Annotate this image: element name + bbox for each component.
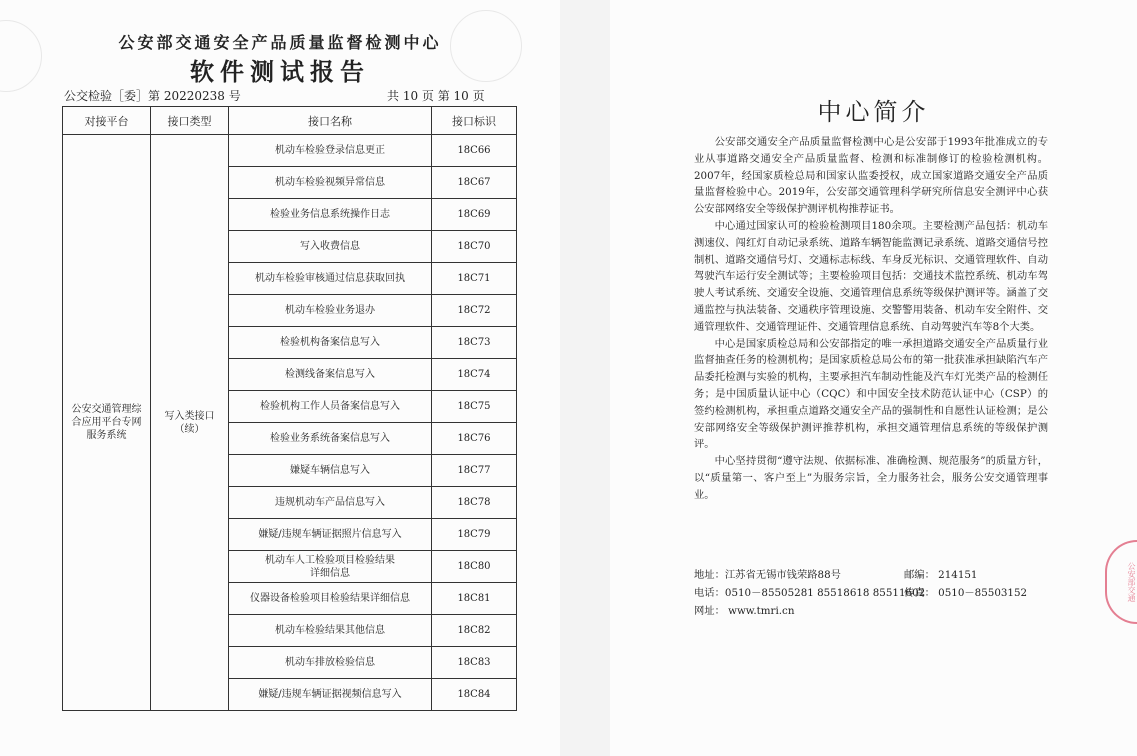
interface-name-cell <box>229 231 432 263</box>
table-header-row <box>63 107 517 135</box>
interface-type-cell <box>151 135 229 711</box>
doc-number: 公交检验［委］第 20220238 号 <box>64 89 241 103</box>
interface-name: 机动车检验结果其他信息 <box>275 625 385 636</box>
intro-paragraph: 公安部交通安全产品质量监督检测中心是公安部于1993年批准成立的专业从事道路交通安全产品质量监督、检测和标准制修订的检验检测机构。2007年，经国家质检总局和国家认监委授权，成立国家道路交通安全产品质量监督检验中心。2019年，公安部交通管理科学研究所信息安全测评中心获公安部网络安全等级保护测评机构推荐证书。 <box>694 136 1048 216</box>
interface-name: 机动车人工检验项目检验结果 <box>265 554 395 566</box>
header-name: 接口名称 <box>229 107 432 135</box>
interface-name-cell <box>229 679 432 711</box>
interface-id-cell: 18C70 <box>432 231 517 263</box>
interface-name-cell <box>229 455 432 487</box>
interface-id-cell: 18C76 <box>432 423 517 455</box>
platform-label: 公安交通管理综 <box>71 404 142 415</box>
header-platform: 对接平台 <box>63 107 151 135</box>
interface-name-cell <box>229 391 432 423</box>
fax: 传真： 0510－85503152 <box>904 587 1028 599</box>
report-title: 软件测试报告 <box>190 57 370 86</box>
interface-name: 嫌疑车辆信息写入 <box>290 465 370 476</box>
interface-name: 仪器设备检验项目检验结果详细信息 <box>250 593 410 604</box>
interface-name: 检测线备案信息写入 <box>285 369 375 380</box>
postcode: 邮编： 214151 <box>904 569 978 581</box>
platform-cell <box>63 135 151 711</box>
interface-name-cell <box>229 423 432 455</box>
interface-type-label: 写入类接口 <box>164 410 215 422</box>
page-gutter <box>560 0 610 756</box>
interface-name: 详细信息 <box>310 567 350 579</box>
org-title: 公安部交通安全产品质量监督检测中心 <box>118 33 442 52</box>
interface-name-cell <box>229 167 432 199</box>
intro-paragraph: 中心通过国家认可的检验检测项目180余项。主要检测产品包括：机动车测速仪、闯红灯自动记录系统、道路车辆智能监测记录系统、道路交通信号控制机、道路交通信号灯、交通标志标线、车身反光标识、交通管理软件、自动驾驶汽车运行安全测试等；主要检验项目包括：交通技术监控系统、机动车驾驶人考试系统、交通安全设施、交通管理信息系统等级保护测评等。涵盖了交通监控与执法装备、交通秩序管理设施、交警警用装备、机动车安全附件、交通管理软件、交通管理证件、交通管理信息系统、自动驾驶汽车等8个大类。 <box>694 219 1048 333</box>
interface-id-cell: 18C84 <box>432 679 517 711</box>
interface-id-cell: 18C72 <box>432 295 517 327</box>
address: 地址：江苏省无锡市钱荣路88号 <box>694 569 841 581</box>
center-intro-text <box>694 134 1048 504</box>
interface-name: 机动车检验审核通过信息获取回执 <box>255 273 405 284</box>
center-title: 中心简介 <box>817 98 930 126</box>
report-page <box>0 0 560 756</box>
interface-name-cell <box>229 583 432 615</box>
interface-name: 检验业务信息系统操作日志 <box>270 209 390 220</box>
interface-name-cell <box>229 551 432 583</box>
intro-paragraph: 中心坚持贯彻“遵守法规、依据标准、准确检测、规范服务”的质量方针，以“质量第一、客户至上”为服务宗旨，全力服务社会，服务公安交通管理事业。 <box>694 455 1048 501</box>
interface-name: 检验业务系统备案信息写入 <box>270 433 390 444</box>
interface-id-cell: 18C83 <box>432 647 517 679</box>
interface-name-cell <box>229 647 432 679</box>
official-seal: 公安部交通 <box>1105 540 1137 624</box>
interface-id-cell: 18C69 <box>432 199 517 231</box>
interface-name-cell <box>229 295 432 327</box>
interface-id-cell: 18C78 <box>432 487 517 519</box>
interface-name: 写入收费信息 <box>300 241 360 252</box>
interface-name: 机动车检验业务退办 <box>285 305 375 316</box>
header-id: 接口标识 <box>432 107 517 135</box>
interface-name-cell <box>229 359 432 391</box>
interface-table <box>62 106 517 711</box>
interface-id-cell: 18C71 <box>432 263 517 295</box>
interface-name: 机动车排放检验信息 <box>285 657 375 668</box>
interface-name: 嫌疑/违规车辆证据照片信息写入 <box>258 529 402 540</box>
interface-id-cell: 18C77 <box>432 455 517 487</box>
interface-name: 检验机构备案信息写入 <box>280 337 380 348</box>
phone: 电话：0510－85505281 85518618 85511602 <box>694 587 926 599</box>
interface-id-cell: 18C73 <box>432 327 517 359</box>
interface-id-cell: 18C81 <box>432 583 517 615</box>
interface-name: 违规机动车产品信息写入 <box>275 497 385 508</box>
interface-id-cell: 18C79 <box>432 519 517 551</box>
platform-label: 服务系统 <box>86 430 127 441</box>
interface-name-cell <box>229 327 432 359</box>
center-intro-page <box>610 0 1137 756</box>
interface-type-label: （续） <box>174 423 205 435</box>
interface-id-cell: 18C66 <box>432 135 517 167</box>
interface-id-cell: 18C82 <box>432 615 517 647</box>
interface-id-cell: 18C75 <box>432 391 517 423</box>
table-row <box>63 135 517 167</box>
website: 网址： www.tmri.cn <box>694 605 795 617</box>
interface-id-cell: 18C80 <box>432 551 517 583</box>
interface-name: 机动车检验视频异常信息 <box>275 177 385 188</box>
interface-id-cell: 18C74 <box>432 359 517 391</box>
platform-label: 合应用平台专网 <box>71 417 142 428</box>
interface-name: 检验机构工作人员备案信息写入 <box>260 401 400 412</box>
interface-name-cell <box>229 199 432 231</box>
interface-name-cell <box>229 519 432 551</box>
interface-name-cell <box>229 487 432 519</box>
interface-name: 嫌疑/违规车辆证据视频信息写入 <box>258 689 402 700</box>
interface-name-cell <box>229 615 432 647</box>
page-info: 共 10 页 第 10 页 <box>387 89 485 103</box>
interface-id-cell: 18C67 <box>432 167 517 199</box>
interface-name: 机动车检验登录信息更正 <box>275 145 385 156</box>
interface-name-cell <box>229 135 432 167</box>
header-type: 接口类型 <box>151 107 229 135</box>
interface-name-cell <box>229 263 432 295</box>
intro-paragraph: 中心是国家质检总局和公安部指定的唯一承担道路交通安全产品质量行业监督抽查任务的检测机构；是国家质检总局公布的第一批获准承担缺陷汽车产品委托检测与实验的机构，主要承担汽车制动性能及汽车灯光类产品的检测任务；是中国质量认证中心（CQC）和中国安全技术防范认证中心（CSP）的签约检测机构，承担重点道路交通安全产品的强制性和自愿性认证检测；是公安部网络安全等级保护测评推荐机构，承担交通管理信息系统的等级保护测评。 <box>694 337 1048 451</box>
